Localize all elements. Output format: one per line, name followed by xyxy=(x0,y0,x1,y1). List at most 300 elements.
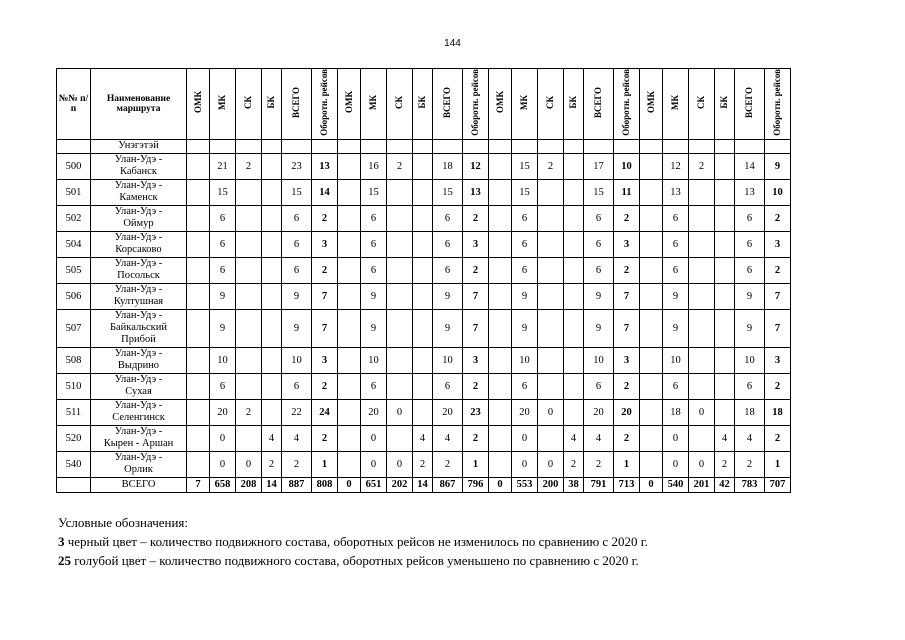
cell xyxy=(489,231,512,257)
total-cell: 796 xyxy=(463,477,489,492)
row-name-line: Орлик xyxy=(124,464,153,476)
cell: 0 xyxy=(538,399,564,425)
cell xyxy=(689,283,715,309)
cell xyxy=(262,231,282,257)
table-row xyxy=(57,205,791,231)
table-row xyxy=(57,283,791,309)
total-cell: 867 xyxy=(433,477,463,492)
row-name-line: Оймур xyxy=(123,218,154,230)
row-name xyxy=(91,283,187,309)
cell xyxy=(387,283,413,309)
cell: 2 xyxy=(614,257,640,283)
cell xyxy=(187,153,210,179)
cell: 2 xyxy=(765,373,791,399)
header-col-3-4 xyxy=(564,69,584,140)
header-col-4-1 xyxy=(640,69,663,140)
cell: 0 xyxy=(538,451,564,477)
cell: 11 xyxy=(614,179,640,205)
row-num: 540 xyxy=(57,451,91,477)
row-name-line: Посольск xyxy=(117,270,160,282)
cell xyxy=(489,399,512,425)
cell xyxy=(387,139,413,153)
cell xyxy=(187,451,210,477)
cell xyxy=(387,257,413,283)
row-name-line: Улан-Удэ - xyxy=(114,284,163,296)
legend-num-1: 3 xyxy=(58,534,65,549)
cell: 2 xyxy=(433,451,463,477)
cell xyxy=(715,139,735,153)
cell: 6 xyxy=(512,231,538,257)
header-col-3-2 xyxy=(512,69,538,140)
cell xyxy=(640,139,663,153)
cell xyxy=(187,231,210,257)
cell: 6 xyxy=(433,373,463,399)
header-col-1-6 xyxy=(312,69,338,140)
total-cell: 658 xyxy=(210,477,236,492)
cell: 6 xyxy=(282,231,312,257)
cell xyxy=(236,283,262,309)
cell xyxy=(338,257,361,283)
cell: 10 xyxy=(361,347,387,373)
row-num: 510 xyxy=(57,373,91,399)
cell: 6 xyxy=(663,373,689,399)
header-col-2-6 xyxy=(463,69,489,140)
header-col-4-3 xyxy=(689,69,715,140)
total-cell: 0 xyxy=(640,477,663,492)
total-cell: 783 xyxy=(735,477,765,492)
cell xyxy=(338,309,361,347)
cell: 9 xyxy=(663,309,689,347)
cell: 6 xyxy=(433,205,463,231)
cell: 4 xyxy=(433,425,463,451)
cell xyxy=(236,205,262,231)
header-label: СК xyxy=(394,95,404,109)
total-num xyxy=(57,477,91,492)
cell: 6 xyxy=(282,373,312,399)
cell xyxy=(187,257,210,283)
cell xyxy=(463,139,489,153)
header-col-4-2 xyxy=(663,69,689,140)
cell: 14 xyxy=(312,179,338,205)
cell: 6 xyxy=(210,257,236,283)
cell: 2 xyxy=(282,451,312,477)
row-name-line: Кырен - Аршан xyxy=(103,438,174,450)
total-cell: 791 xyxy=(584,477,614,492)
header-label: МК xyxy=(368,94,378,110)
cell: 4 xyxy=(262,425,282,451)
header-col-2-3 xyxy=(387,69,413,140)
cell xyxy=(338,451,361,477)
routes-table xyxy=(56,68,791,493)
cell xyxy=(187,373,210,399)
cell xyxy=(387,309,413,347)
cell: 7 xyxy=(463,309,489,347)
row-name-line: Сухая xyxy=(125,386,152,398)
row-num: 501 xyxy=(57,179,91,205)
cell: 9 xyxy=(282,309,312,347)
cell: 2 xyxy=(715,451,735,477)
cell xyxy=(262,153,282,179)
cell xyxy=(715,153,735,179)
cell: 10 xyxy=(735,347,765,373)
cell xyxy=(262,257,282,283)
row-num: 520 xyxy=(57,425,91,451)
cell xyxy=(210,139,236,153)
cell xyxy=(413,399,433,425)
cell xyxy=(413,139,433,153)
cell xyxy=(387,205,413,231)
row-name-line: Култушная xyxy=(113,296,164,308)
header-label: ВСЕГО xyxy=(744,86,754,118)
cell: 2 xyxy=(689,153,715,179)
header-label: БК xyxy=(568,96,578,109)
cell xyxy=(187,205,210,231)
cell: 0 xyxy=(663,451,689,477)
cell: 2 xyxy=(312,373,338,399)
cell: 7 xyxy=(614,309,640,347)
cell xyxy=(489,347,512,373)
header-label: ВСЕГО xyxy=(291,86,301,118)
cell xyxy=(187,179,210,205)
cell: 2 xyxy=(312,205,338,231)
header-label: ОМК xyxy=(343,91,354,114)
header-label: МК xyxy=(519,94,529,110)
table-row xyxy=(57,257,791,283)
cell xyxy=(715,205,735,231)
cell: 24 xyxy=(312,399,338,425)
row-name-line: Улан-Удэ - xyxy=(114,400,163,412)
header-label: ОМК xyxy=(192,91,203,114)
cell xyxy=(282,139,312,153)
cell xyxy=(387,179,413,205)
cell: 3 xyxy=(614,347,640,373)
cell: 1 xyxy=(463,451,489,477)
header-label: СК xyxy=(243,95,253,109)
cell: 9 xyxy=(512,283,538,309)
cell: 17 xyxy=(584,153,614,179)
cell xyxy=(640,425,663,451)
header-label: СК xyxy=(696,95,706,109)
row-name xyxy=(91,257,187,283)
header-col-3-3 xyxy=(538,69,564,140)
cell xyxy=(689,309,715,347)
cell xyxy=(338,347,361,373)
total-cell: 707 xyxy=(765,477,791,492)
cell: 23 xyxy=(463,399,489,425)
cell: 15 xyxy=(282,179,312,205)
cell: 15 xyxy=(584,179,614,205)
cell: 3 xyxy=(765,347,791,373)
cell: 0 xyxy=(689,399,715,425)
cell xyxy=(715,309,735,347)
table-row xyxy=(57,451,791,477)
cell xyxy=(413,347,433,373)
cell xyxy=(489,309,512,347)
cell xyxy=(715,373,735,399)
cell xyxy=(689,425,715,451)
cell: 6 xyxy=(282,205,312,231)
cell xyxy=(413,373,433,399)
cell xyxy=(262,373,282,399)
cell xyxy=(413,231,433,257)
cell xyxy=(489,257,512,283)
cell: 1 xyxy=(614,451,640,477)
cell xyxy=(564,139,584,153)
cell xyxy=(413,205,433,231)
cell xyxy=(387,425,413,451)
cell xyxy=(564,153,584,179)
cell xyxy=(538,257,564,283)
cell: 1 xyxy=(765,451,791,477)
cell: 6 xyxy=(361,205,387,231)
row-name-line: Корсаково xyxy=(115,244,162,256)
cell: 2 xyxy=(614,373,640,399)
total-cell: 808 xyxy=(312,477,338,492)
table-row xyxy=(57,373,791,399)
cell xyxy=(538,179,564,205)
header-label: ОМК xyxy=(645,91,656,114)
cell xyxy=(338,179,361,205)
header-col-1-2 xyxy=(210,69,236,140)
cell xyxy=(489,205,512,231)
cell: 20 xyxy=(512,399,538,425)
row-name-line: Улан-Удэ - xyxy=(114,374,163,386)
cell: 20 xyxy=(614,399,640,425)
row-name xyxy=(91,205,187,231)
cell: 6 xyxy=(584,373,614,399)
cell xyxy=(489,451,512,477)
cell: 9 xyxy=(735,283,765,309)
cell: 2 xyxy=(236,399,262,425)
row-name-line: Улан-Удэ - xyxy=(114,258,163,270)
cell xyxy=(338,153,361,179)
cell xyxy=(312,139,338,153)
cell: 18 xyxy=(433,153,463,179)
legend-line-1 xyxy=(58,534,648,550)
cell: 6 xyxy=(361,257,387,283)
cell: 1 xyxy=(312,451,338,477)
total-label: ВСЕГО xyxy=(91,477,187,492)
legend-text-1: черный цвет – количество подвижного состава, оборотных рейсов не изменилось по сравнению с 2020 г. xyxy=(64,534,648,549)
cell xyxy=(640,347,663,373)
row-name-line: Улан-Удэ - xyxy=(114,452,163,464)
cell: 21 xyxy=(210,153,236,179)
cell xyxy=(413,179,433,205)
cell xyxy=(338,283,361,309)
cell: 2 xyxy=(236,153,262,179)
total-cell: 42 xyxy=(715,477,735,492)
cell: 6 xyxy=(584,205,614,231)
cell: 10 xyxy=(614,153,640,179)
cell xyxy=(387,373,413,399)
cell: 9 xyxy=(433,309,463,347)
total-cell: 201 xyxy=(689,477,715,492)
total-cell: 553 xyxy=(512,477,538,492)
cell: 6 xyxy=(210,205,236,231)
table-row xyxy=(57,139,791,153)
cell: 15 xyxy=(433,179,463,205)
total-cell: 887 xyxy=(282,477,312,492)
cell xyxy=(689,139,715,153)
cell: 7 xyxy=(765,309,791,347)
header-col-4-6 xyxy=(765,69,791,140)
cell: 6 xyxy=(663,205,689,231)
cell xyxy=(489,179,512,205)
cell xyxy=(735,139,765,153)
header-col-2-4 xyxy=(413,69,433,140)
cell xyxy=(538,139,564,153)
table-row xyxy=(57,153,791,179)
cell: 9 xyxy=(765,153,791,179)
cell: 4 xyxy=(282,425,312,451)
cell xyxy=(564,205,584,231)
cell: 6 xyxy=(735,373,765,399)
cell xyxy=(564,399,584,425)
cell xyxy=(236,231,262,257)
cell: 6 xyxy=(663,257,689,283)
cell: 2 xyxy=(387,153,413,179)
cell xyxy=(338,425,361,451)
row-num: 505 xyxy=(57,257,91,283)
row-name-line: Кабанск xyxy=(120,166,157,178)
cell xyxy=(489,139,512,153)
cell xyxy=(433,139,463,153)
cell: 0 xyxy=(210,451,236,477)
cell xyxy=(538,347,564,373)
total-cell: 200 xyxy=(538,477,564,492)
cell xyxy=(262,347,282,373)
cell xyxy=(640,257,663,283)
cell: 0 xyxy=(361,425,387,451)
cell xyxy=(413,309,433,347)
cell: 23 xyxy=(282,153,312,179)
cell: 7 xyxy=(312,283,338,309)
cell: 2 xyxy=(765,205,791,231)
cell xyxy=(262,399,282,425)
cell xyxy=(262,205,282,231)
cell: 2 xyxy=(564,451,584,477)
row-name-line: Каменск xyxy=(119,192,158,204)
cell: 2 xyxy=(312,257,338,283)
row-num: 511 xyxy=(57,399,91,425)
row-name-line: Улан-Удэ - xyxy=(114,232,163,244)
cell: 13 xyxy=(463,179,489,205)
cell: 3 xyxy=(463,347,489,373)
cell xyxy=(564,347,584,373)
cell xyxy=(640,231,663,257)
cell xyxy=(564,283,584,309)
cell: 0 xyxy=(512,451,538,477)
row-num: 507 xyxy=(57,309,91,347)
cell xyxy=(236,347,262,373)
cell xyxy=(715,347,735,373)
table-row xyxy=(57,231,791,257)
cell xyxy=(640,205,663,231)
cell: 2 xyxy=(538,153,564,179)
cell: 6 xyxy=(512,205,538,231)
cell: 15 xyxy=(361,179,387,205)
cell: 7 xyxy=(765,283,791,309)
header-col-4-5 xyxy=(735,69,765,140)
header-col-2-1 xyxy=(338,69,361,140)
table-row xyxy=(57,347,791,373)
cell: 6 xyxy=(282,257,312,283)
cell xyxy=(538,373,564,399)
cell xyxy=(538,205,564,231)
total-cell: 14 xyxy=(262,477,282,492)
cell: 9 xyxy=(584,283,614,309)
cell xyxy=(564,309,584,347)
cell: 0 xyxy=(512,425,538,451)
cell xyxy=(715,399,735,425)
cell: 2 xyxy=(765,425,791,451)
table-row xyxy=(57,179,791,205)
cell xyxy=(387,347,413,373)
cell xyxy=(640,179,663,205)
cell: 6 xyxy=(210,373,236,399)
cell: 10 xyxy=(282,347,312,373)
row-name: Унэгэтэй xyxy=(91,139,187,153)
cell xyxy=(564,231,584,257)
cell: 9 xyxy=(361,283,387,309)
cell xyxy=(715,283,735,309)
cell xyxy=(640,153,663,179)
total-cell: 713 xyxy=(614,477,640,492)
header-col-1-3 xyxy=(236,69,262,140)
cell: 13 xyxy=(312,153,338,179)
cell: 6 xyxy=(433,257,463,283)
cell: 6 xyxy=(210,231,236,257)
header-label: Оборотн. рейсов xyxy=(319,69,329,136)
row-name-line: Улан-Удэ - xyxy=(114,180,163,192)
cell: 0 xyxy=(663,425,689,451)
cell: 22 xyxy=(282,399,312,425)
header-label: Оборотн. рейсов xyxy=(621,69,631,136)
header-label: СК xyxy=(545,95,555,109)
legend-line-2 xyxy=(58,553,639,569)
row-name xyxy=(91,309,187,347)
cell xyxy=(236,179,262,205)
header-col-3-1 xyxy=(489,69,512,140)
cell xyxy=(689,347,715,373)
header-label: Оборотн. рейсов xyxy=(470,69,480,136)
cell xyxy=(489,373,512,399)
legend-text-2: голубой цвет – количество подвижного состава, оборотных рейсов уменьшено по сравнению с 2020 г. xyxy=(71,553,639,568)
cell xyxy=(262,309,282,347)
header-col-1-5 xyxy=(282,69,312,140)
cell: 20 xyxy=(210,399,236,425)
row-name xyxy=(91,425,187,451)
cell: 9 xyxy=(433,283,463,309)
cell: 9 xyxy=(584,309,614,347)
cell: 12 xyxy=(663,153,689,179)
cell xyxy=(187,139,210,153)
row-name-line: Прибой xyxy=(121,334,156,346)
cell xyxy=(236,309,262,347)
row-name xyxy=(91,347,187,373)
total-cell: 651 xyxy=(361,477,387,492)
cell xyxy=(338,205,361,231)
cell: 2 xyxy=(735,451,765,477)
cell xyxy=(187,399,210,425)
total-cell: 0 xyxy=(489,477,512,492)
row-num: 500 xyxy=(57,153,91,179)
header-col-4-4 xyxy=(715,69,735,140)
row-name xyxy=(91,179,187,205)
header-col-3-5 xyxy=(584,69,614,140)
cell xyxy=(262,283,282,309)
cell: 0 xyxy=(387,399,413,425)
